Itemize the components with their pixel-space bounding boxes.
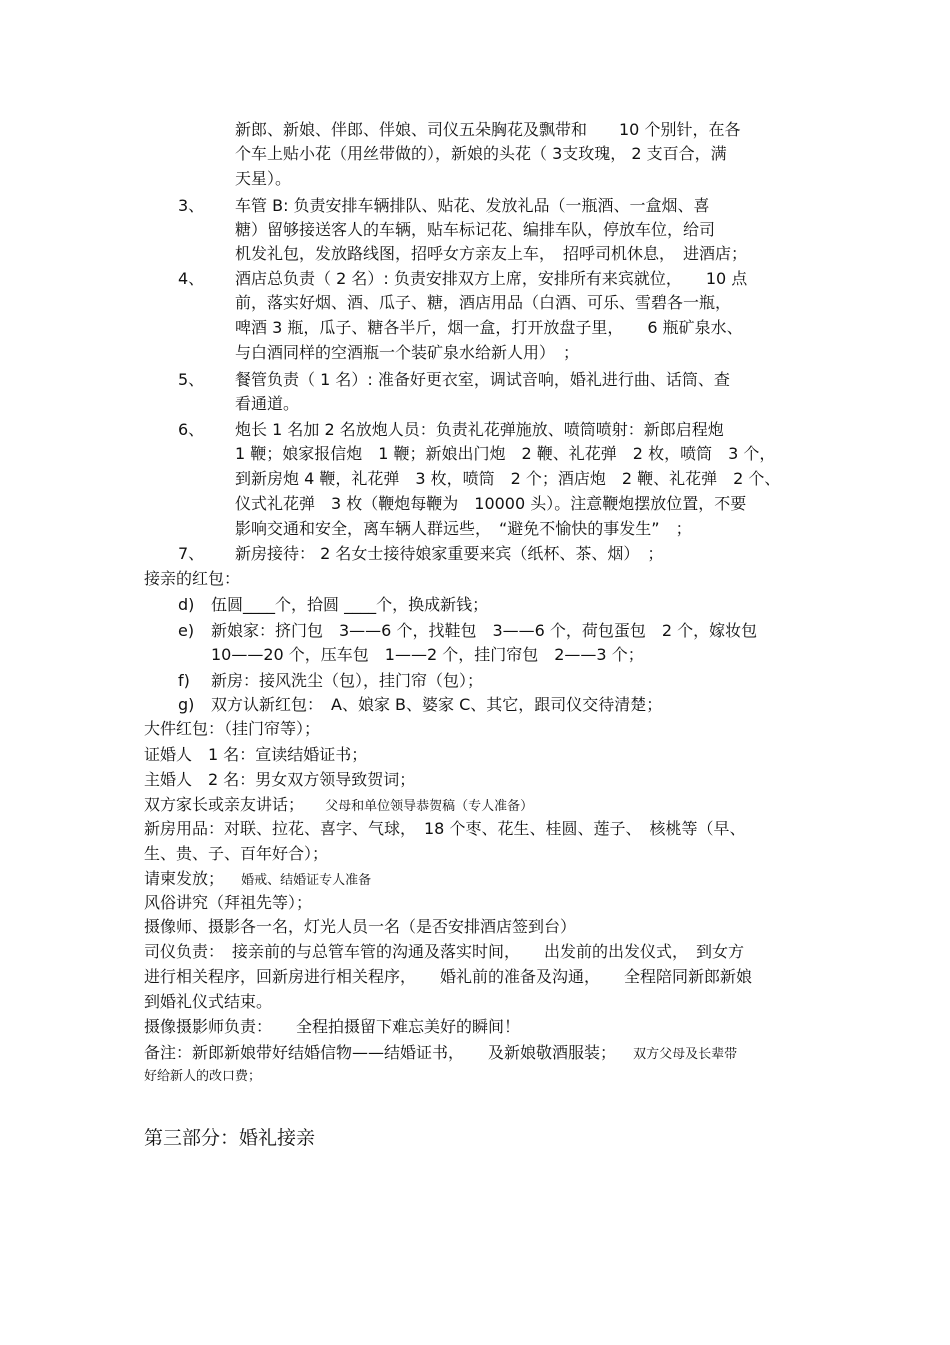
bridal-room-line-2: 生、贵、子、百年好合）； xyxy=(144,844,329,863)
item-7-line-1: 新房接待： 2 名女士接待娘家重要来宾（纸杯、茶、烟） ； xyxy=(235,544,664,563)
item-5-number: 5、 xyxy=(178,370,205,389)
red-packet-f-line-1: 新房：接风洗尘（包），挂门帘（包）； xyxy=(211,671,484,690)
camera-line: 摄像师、摄影各一名，灯光人员一名（是否安排酒店签到台） xyxy=(144,917,577,936)
red-packet-d-line-1: 伍圆____个，拾圆 ____个，换成新钱； xyxy=(211,595,489,614)
speech-main-text: 双方家长或亲友讲话； xyxy=(144,795,305,814)
red-packet-label-d: d) xyxy=(178,595,195,614)
item-4-number: 4、 xyxy=(178,269,205,288)
invite-note-text: 婚戒、结婚证专人准备 xyxy=(241,873,372,888)
speech-line xyxy=(144,794,533,816)
item-6-number: 6、 xyxy=(178,420,205,439)
item-4-line-4: 与白酒同样的空酒瓶一个装矿泉水给新人用） ； xyxy=(235,343,580,362)
remark-line-2: 好给新人的改口费； xyxy=(144,1069,262,1084)
big-red-packet-line: 大件红包：（挂门帘等）； xyxy=(144,719,321,738)
bridal-room-line-1: 新房用品：对联、拉花、喜字、气球， 18 个枣、花生、桂圆、莲子、 核桃等（早、 xyxy=(144,819,746,838)
item-2-line-3: 天星）。 xyxy=(235,169,292,188)
red-packet-e-line-2: 10——20 个，压车包 1——2 个，挂门帘包 2——3 个； xyxy=(211,645,644,664)
remark-note-text: 双方父母及长辈带 xyxy=(633,1047,738,1062)
item-3-line-1: 车管 B: 负责安排车辆排队、贴花、发放礼品（一瓶酒、一盒烟、喜 xyxy=(235,196,710,215)
mc-line-2: 进行相关程序，回新房进行相关程序， 婚礼前的准备及沟通， 全程陪同新郎新娘 xyxy=(144,967,753,986)
speech-note-text: 父母和单位领导恭贺稿（专人准备） xyxy=(325,799,534,814)
section-heading: 第三部分：婚礼接亲 xyxy=(144,1127,316,1149)
red-packet-title: 接亲的红包： xyxy=(144,569,241,588)
item-4-line-2: 前，落实好烟、酒、瓜子、糖，酒店用品（白酒、可乐、雪碧各一瓶， xyxy=(235,293,732,312)
item-5-line-1: 餐管负责（ 1 名）: 准备好更衣室，调试音响，婚礼进行曲、话筒、查 xyxy=(235,370,730,389)
item-6-line-2: 1 鞭；娘家报信炮 1 鞭；新娘出门炮 2 鞭、礼花弹 2 枚，喷筒 3 个， xyxy=(235,444,776,463)
item-6-line-3: 到新房炮 4 鞭，礼花弹 3 枚，喷筒 2 个；酒店炮 2 鞭、礼花弹 2 个、 xyxy=(235,469,781,488)
red-packet-label-g: g) xyxy=(178,695,195,714)
invite-main-text: 请柬发放； xyxy=(144,869,225,888)
mc-line-1: 司仪负责： 接亲前的与总管车管的沟通及落实时间， 出发前的出发仪式， 到女方 xyxy=(144,942,745,961)
item-4-line-1: 酒店总负责（ 2 名）: 负责安排双方上席，安排所有来宾就位， 10 点 xyxy=(235,269,748,288)
item-6-line-1: 炮长 1 名加 2 名放炮人员：负责礼花弹施放、喷筒喷射：新郎启程炮 xyxy=(235,420,724,439)
item-3-line-3: 机发礼包，发放路线图，招呼女方亲友上车， 招呼司机休息， 进酒店； xyxy=(235,244,748,263)
host-line: 主婚人 2 名：男女双方领导致贺词； xyxy=(144,770,416,789)
item-6-line-4: 仪式礼花弹 3 枚（鞭炮每鞭为 10000 头）。注意鞭炮摆放位置，不要 xyxy=(235,494,747,513)
witness-line: 证婚人 1 名：宣读结婚证书； xyxy=(144,745,368,764)
item-6-line-5: 影响交通和安全，离车辆人群远些， “避免不愉快的事发生” ； xyxy=(235,519,692,538)
item-3-line-2: 糖）留够接送客人的车辆，贴车标记花、编排车队，停放车位，给司 xyxy=(235,220,716,239)
red-packet-label-e: e) xyxy=(178,621,195,640)
item-3-number: 3、 xyxy=(178,196,205,215)
red-packet-e-line-1: 新娘家：挤门包 3——6 个，找鞋包 3——6 个，荷包蛋包 2 个，嫁妆包 xyxy=(211,621,758,640)
remark-line-1 xyxy=(144,1042,737,1064)
item-2-line-1: 新郎、新娘、伴郎、伴娘、司仪五朵胸花及飘带和 10 个别针，在各 xyxy=(235,120,741,139)
red-packet-label-f: f) xyxy=(178,671,190,690)
mc-line-3: 到婚礼仪式结束。 xyxy=(144,992,273,1011)
remark-main-text: 备注：新郎新娘带好结婚信物——结婚证书， 及新娘敬酒服装； xyxy=(144,1043,617,1062)
item-7-number: 7、 xyxy=(178,544,205,563)
item-5-line-2: 看通道。 xyxy=(235,394,300,413)
photographer-line: 摄像摄影师负责： 全程拍摄留下难忘美好的瞬间！ xyxy=(144,1017,521,1036)
custom-line: 风俗讲究（拜祖先等）； xyxy=(144,893,313,912)
item-4-line-3: 啤酒 3 瓶，瓜子、糖各半斤，烟一盒，打开放盘子里， 6 瓶矿泉水、 xyxy=(235,318,743,337)
red-packet-g-line-1: 双方认新红包： A、娘家 B、婆家 C、其它，跟司仪交待清楚； xyxy=(211,695,663,714)
item-2-line-2: 个车上贴小花（用丝带做的），新娘的头花（ 3支玫瑰， 2 支百合，满 xyxy=(235,144,727,163)
invite-line xyxy=(144,868,371,890)
